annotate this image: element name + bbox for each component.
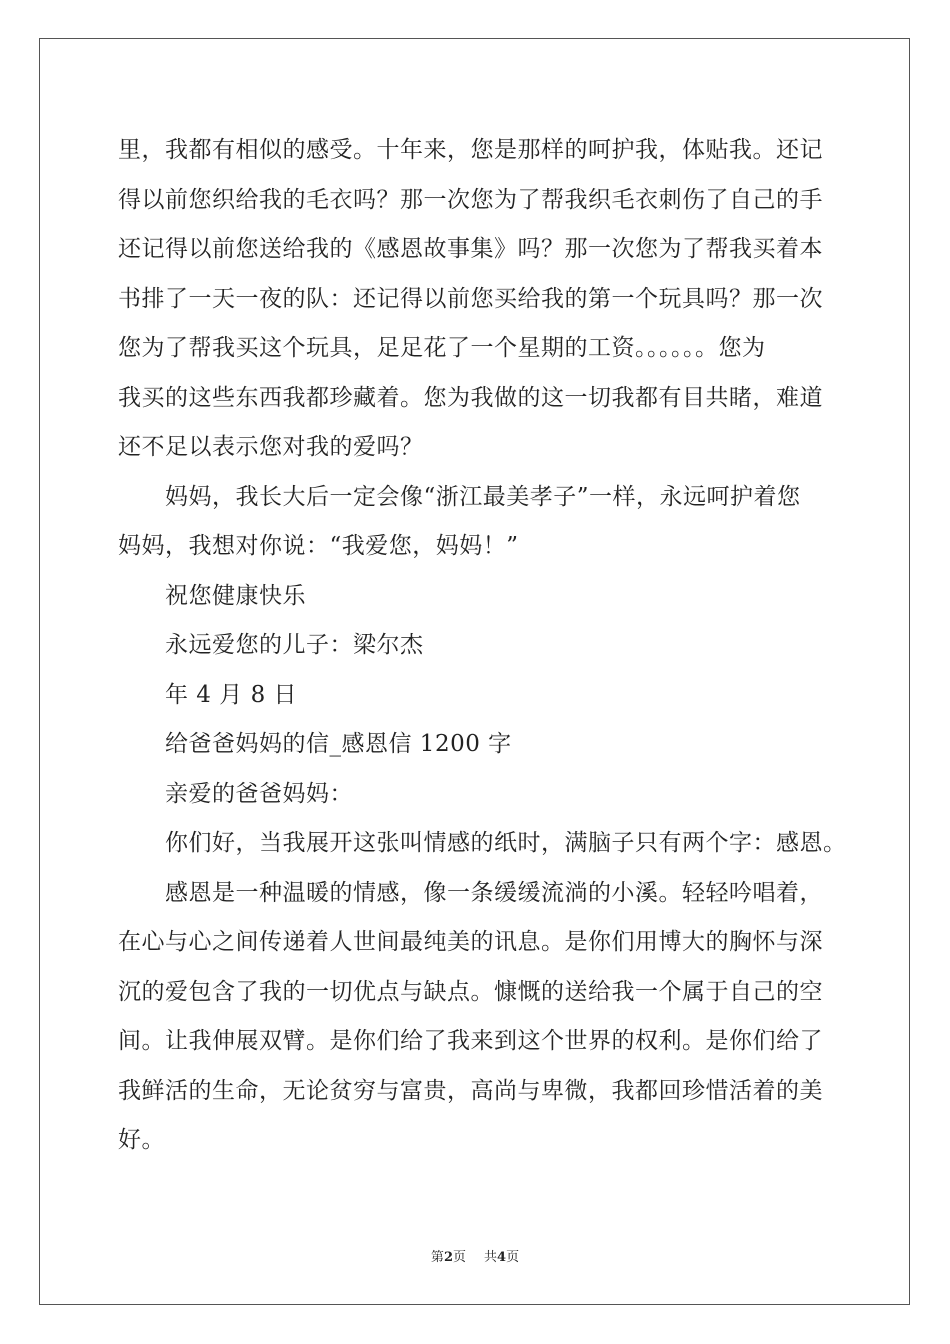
page-total: 4 [497, 1250, 507, 1265]
signature: 永远爱您的儿子：梁尔杰 [165, 632, 424, 658]
paragraph-start: 你们好，当我展开这张叫情感的纸时，满脑子只有两个字：感恩。 [165, 830, 847, 856]
text-line: 书排了一天一夜的队：还记得以前您买给我的第一个玩具吗？那一次 [118, 285, 823, 312]
text-line: 我鲜活的生命，无论贫穷与富贵，高尚与卑微，我都回珍惜活着的美 [118, 1077, 823, 1104]
closing-wish: 祝您健康快乐 [165, 582, 306, 609]
text-line: 在心与心之间传递着人世间最纯美的讯息。是你们用博大的胸怀与深 [118, 929, 823, 955]
text-line: 我买的这些东西我都珍藏着。您为我做的这一切我都有目共睹，难道 [118, 384, 823, 411]
text-line: 好。 [118, 1127, 165, 1153]
page-number: 2 [443, 1250, 453, 1265]
date-line: 年 4 月 8 日 [165, 681, 298, 708]
paragraph-start: 感恩是一种温暖的情感，像一条缓缓流淌的小溪。轻轻吟唱着， [165, 879, 823, 906]
total-prefix: 共 [484, 1250, 498, 1265]
text-line: 您为了帮我买这个玩具，足足花了一个星期的工资。。。。。。您为 [118, 335, 766, 361]
page-suffix: 页 [452, 1250, 466, 1265]
letter-body [118, 126, 847, 1166]
text-line: 间。让我伸展双臂。是你们给了我来到这个世界的权利。是你们给了 [118, 1028, 823, 1054]
text-line: 妈妈，我想对你说：“我爱您，妈妈！” [118, 533, 519, 559]
text-line: 得以前您织给我的毛衣吗？那一次您为了帮我织毛衣刺伤了自己的手 [118, 186, 823, 213]
text-line: 还不足以表示您对我的爱吗？ [118, 434, 424, 460]
paragraph-start: 妈妈，我长大后一定会像“浙江最美孝子”一样，永远呵护着您 [165, 483, 801, 510]
page-footer [0, 1246, 950, 1265]
text-line: 里，我都有相似的感受。十年来，您是那样的呵护我，体贴我。还记 [118, 137, 823, 163]
section-title: 给爸爸妈妈的信_感恩信 1200 字 [165, 731, 512, 757]
text-line: 还记得以前您送给我的《感恩故事集》吗？那一次您为了帮我买着本 [118, 236, 823, 262]
text-line: 沉的爱包含了我的一切优点与缺点。慷慨的送给我一个属于自己的空 [118, 978, 823, 1005]
page-prefix: 第 [430, 1250, 444, 1265]
salutation: 亲爱的爸爸妈妈： [165, 780, 353, 807]
total-suffix: 页 [506, 1250, 520, 1265]
